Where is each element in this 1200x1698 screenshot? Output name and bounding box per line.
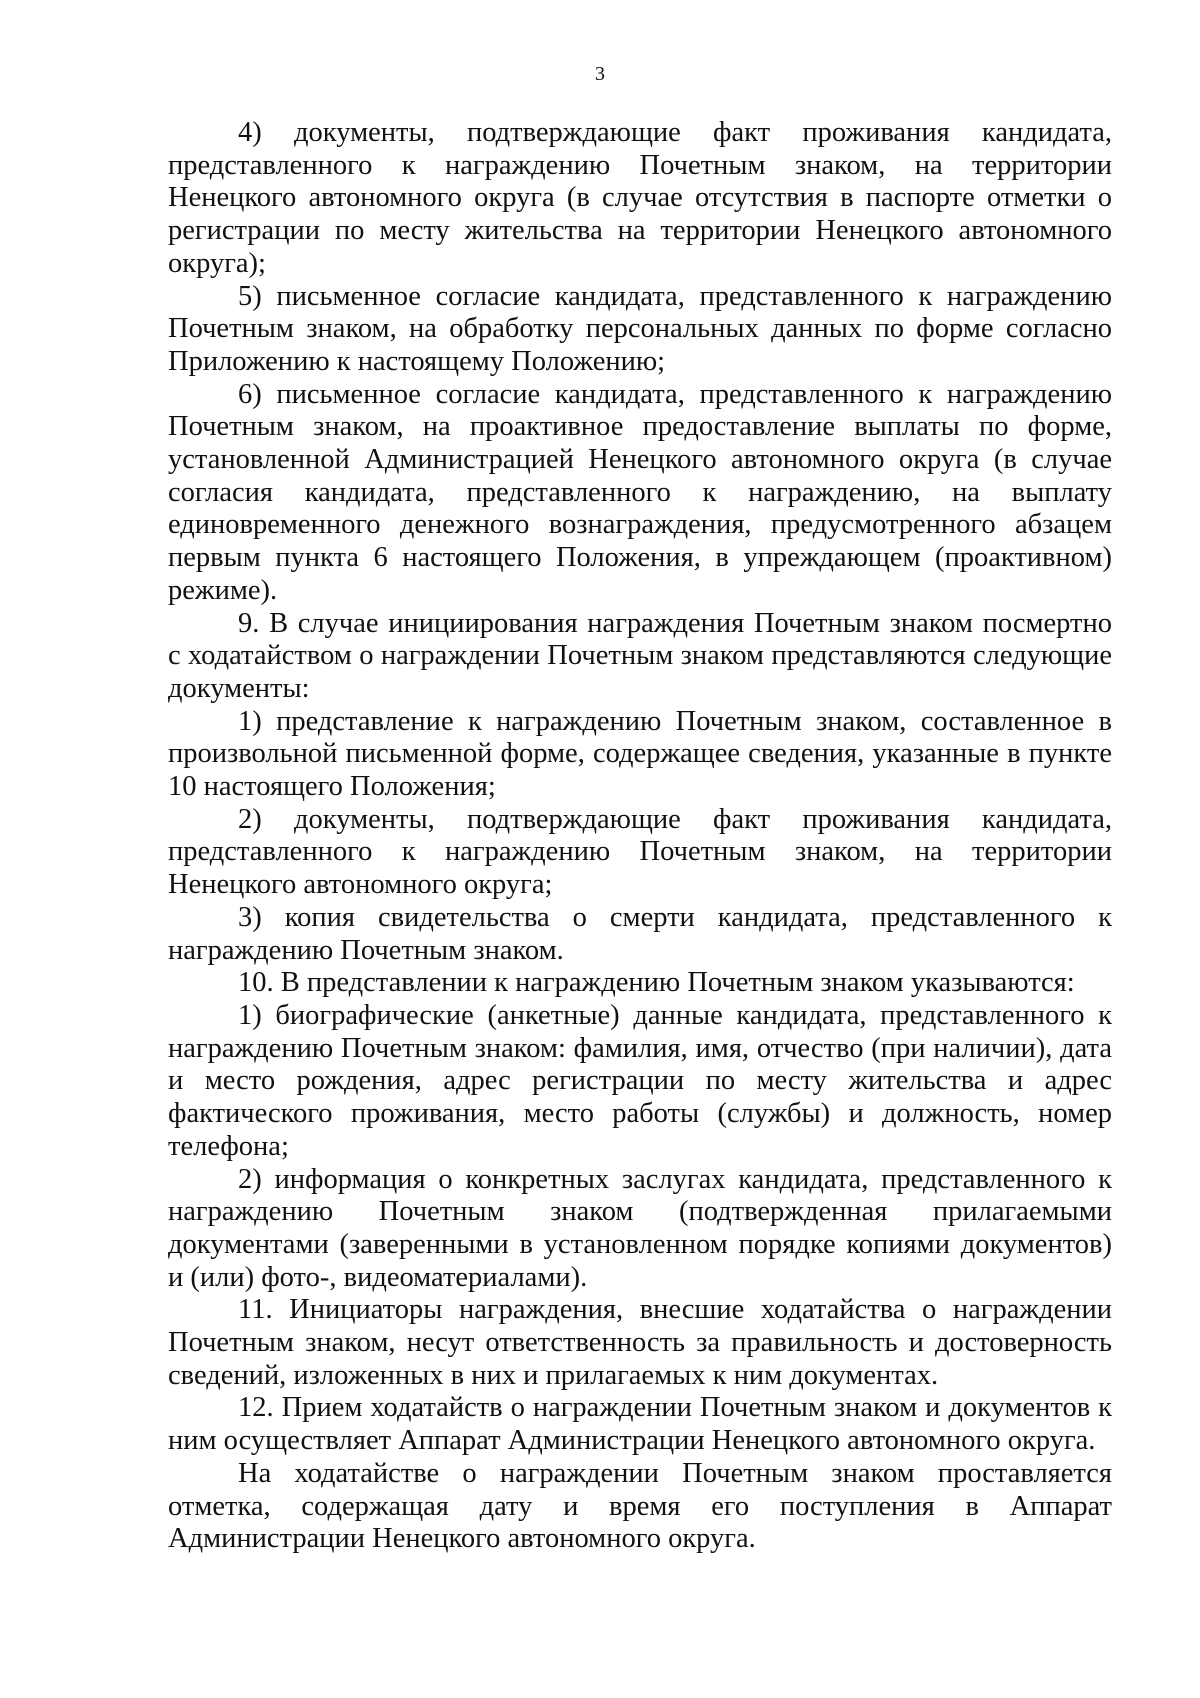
paragraph-item-4-documents: 4) документы, подтверждающие факт проживания кандидата, представленного к награждению Почетным знаком, на территории Ненецкого автономного округа (в случае отсутствия в паспорте отметки о регистрации по месту жительства на территории Ненецкого автономного округа); — [168, 117, 1112, 279]
paragraph-clause-9-item-1: 1) представление к награждению Почетным знаком, составленное в произвольной письменной форме, содержащее сведения, указанные в пункте 10 настоящего Положения; — [168, 705, 1112, 803]
paragraph-clause-9-item-2: 2) документы, подтверждающие факт проживания кандидата, представленного к награждению Почетным знаком, на территории Ненецкого автономного округа; — [168, 803, 1112, 901]
paragraph-clause-11: 11. Инициаторы награждения, внесшие ходатайства о награждении Почетным знаком, несут ответственность за правильность и достоверность сведений, изложенных в них и прилагаемых к ним документах. — [168, 1294, 1112, 1391]
paragraph-item-5-consent-personal-data: 5) письменное согласие кандидата, представленного к награждению Почетным знаком, на обработку персональных данных по форме согласно Приложению к настоящему Положению; — [168, 280, 1112, 377]
document-body — [168, 117, 1112, 1556]
paragraph-clause-12: 12. Прием ходатайств о награждении Почетным знаком и документов к ним осуществляет Аппарат Администрации Ненецкого автономного округа. — [168, 1392, 1112, 1457]
page-number: 3 — [595, 63, 605, 85]
paragraph-clause-10-item-2: 2) информация о конкретных заслугах кандидата, представленного к награждению Почетным знаком (подтвержденная прилагаемыми документами (заверенными в установленном порядке копиями документов) и (или) фото-, видеоматериалами). — [168, 1163, 1112, 1293]
paragraph-clause-9: 9. В случае инициирования награждения Почетным знаком посмертно с ходатайством о награждении Почетным знаком представляются следующие документы: — [168, 607, 1112, 704]
paragraph-clause-10-item-1: 1) биографические (анкетные) данные кандидата, представленного к награждению Почетным знаком: фамилия, имя, отчество (при наличии), дата и место рождения, адрес регистрации по месту жительства и адрес фактического проживания, место работы (службы) и должность, номер телефона; — [168, 999, 1112, 1162]
paragraph-clause-12-note: На ходатайстве о награждении Почетным знаком проставляется отметка, содержащая дату и время его поступления в Аппарат Администрации Ненецкого автономного округа. — [168, 1457, 1112, 1555]
paragraph-item-6-consent-proactive-payment: 6) письменное согласие кандидата, представленного к награждению Почетным знаком, на проактивное предоставление выплаты по форме, установленной Администрацией Ненецкого автономного округа (в случае согласия кандидата, представленного к награждению, на выплату единовременного денежного вознаграждения, предусмотренного абзацем первым пункта 6 настоящего Положения, в упреждающем (проактивном) режиме). — [168, 378, 1112, 606]
paragraph-clause-9-item-3: 3) копия свидетельства о смерти кандидата, представленного к награждению Почетным знаком. — [168, 901, 1112, 966]
paragraph-clause-10: 10. В представлении к награждению Почетным знаком указываются: — [238, 967, 1075, 999]
